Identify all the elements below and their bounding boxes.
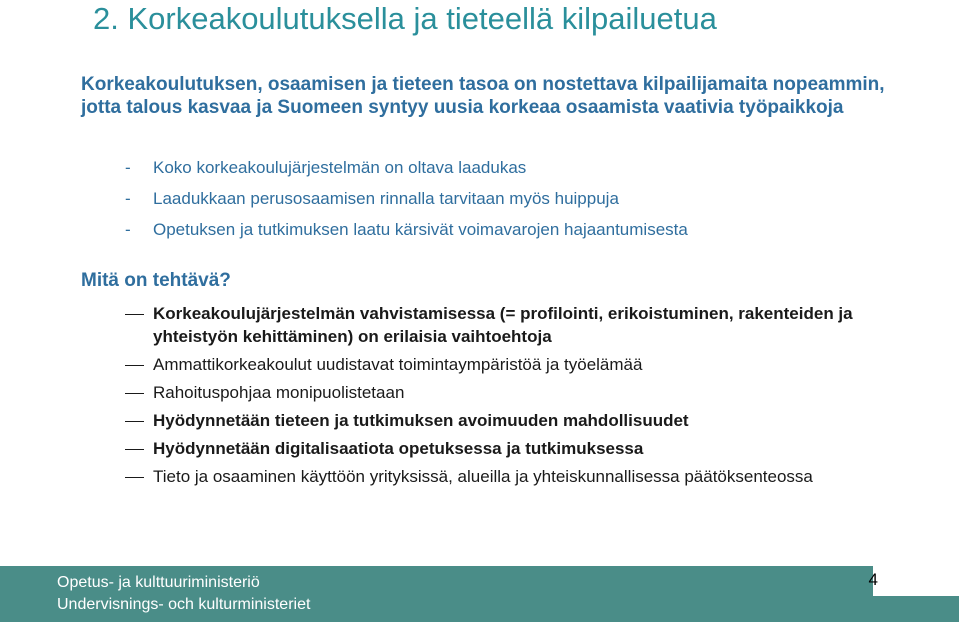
task-item xyxy=(81,437,861,460)
line-bullet-icon xyxy=(125,421,144,422)
subheading: Mitä on tehtävä? xyxy=(81,270,231,291)
dash-item xyxy=(81,183,688,214)
dash-item-text: Koko korkeakoulujärjestelmän on oltava laadukas xyxy=(153,158,527,177)
task-item xyxy=(81,353,861,376)
task-text: Hyödynnetään digitalisaatiota opetuksessa ja tutkimuksessa xyxy=(153,439,644,458)
page-number-box xyxy=(873,566,959,596)
task-item xyxy=(81,409,861,432)
task-item xyxy=(81,465,861,488)
line-bullet-icon xyxy=(125,449,144,450)
dash-marker: - xyxy=(125,220,131,239)
dash-list xyxy=(81,152,688,245)
footer-bar xyxy=(0,566,959,622)
dash-item xyxy=(81,214,688,245)
task-text: Tieto ja osaaminen käyttöön yrityksissä, alueilla ja yhteiskunnallisessa päätöksenteossa xyxy=(153,467,813,486)
task-list xyxy=(81,302,861,493)
task-text: Ammattikorkeakoulut uudistavat toimintaympäristöä ja työelämää xyxy=(153,355,643,374)
dash-marker: - xyxy=(125,158,131,177)
ministry-name-fi: Opetus- ja kulttuuriministeriö xyxy=(57,574,260,591)
dash-item xyxy=(81,152,688,183)
dash-marker: - xyxy=(125,189,131,208)
lead-paragraph: Korkeakoulutuksen, osaamisen ja tieteen tasoa on nostettava kilpailijamaita nopeammin, jotta talous kasvaa ja Suomeen syntyy uusia korkeaa osaamista vaativia työpaikkoja xyxy=(81,74,885,118)
slide-title: 2. Korkeakoulutuksella ja tieteellä kilpailuetua xyxy=(93,1,717,36)
dash-item-text: Opetuksen ja tutkimuksen laatu kärsivät voimavarojen hajaantumisesta xyxy=(153,220,688,239)
ministry-name-sv: Undervisnings- och kulturministeriet xyxy=(57,596,311,613)
page-number: 4 xyxy=(868,570,878,589)
line-bullet-icon xyxy=(125,477,144,478)
task-item xyxy=(81,381,861,404)
task-text: Rahoituspohjaa monipuolistetaan xyxy=(153,383,405,402)
line-bullet-icon xyxy=(125,314,144,315)
line-bullet-icon xyxy=(125,365,144,366)
line-bullet-icon xyxy=(125,393,144,394)
task-text: Hyödynnetään tieteen ja tutkimuksen avoimuuden mahdollisuudet xyxy=(153,411,689,430)
task-text: Korkeakoulujärjestelmän vahvistamisessa (= profilointi, erikoistuminen, rakenteiden ja yhteistyön kehittäminen) on erilaisia vaihtoehtoja xyxy=(153,304,853,346)
dash-item-text: Laadukkaan perusosaamisen rinnalla tarvitaan myös huippuja xyxy=(153,189,619,208)
task-item xyxy=(81,302,861,348)
